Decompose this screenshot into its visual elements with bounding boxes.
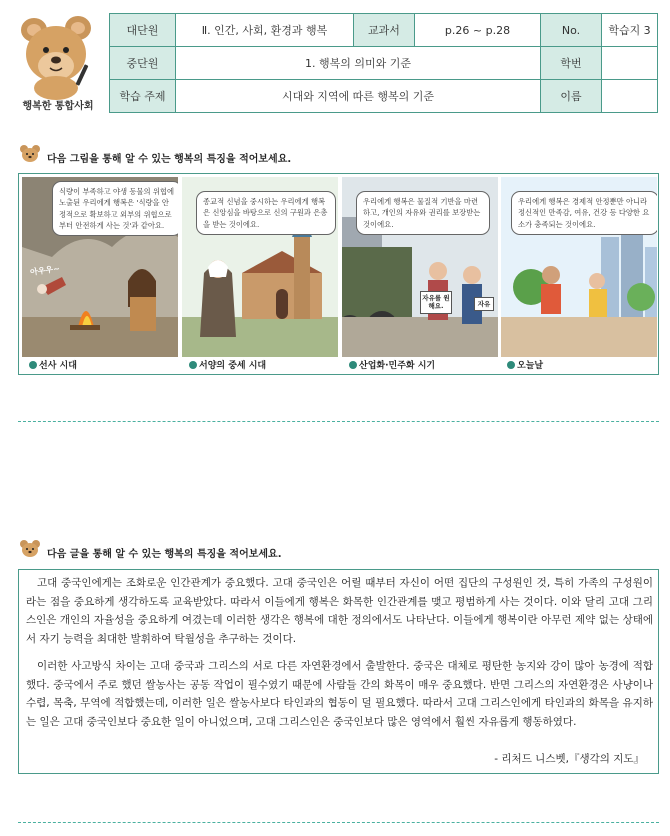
worksheet-header-table	[109, 13, 658, 113]
caption-industrial: 산업화·민주화 시기	[349, 358, 435, 371]
student-id-field[interactable]	[602, 47, 658, 80]
label-topic: 학습 주제	[110, 80, 176, 113]
caption-today: 오늘날	[507, 358, 543, 371]
comic-strip	[18, 173, 659, 375]
comic-panel-today	[501, 177, 657, 357]
caption-marker-icon	[29, 361, 37, 369]
label-number: No.	[541, 14, 602, 47]
speech-bubble-industrial: 우리에게 행복은 물질적 기반을 마련하고, 개인의 자유와 권리를 보장받는 것이에요.	[356, 191, 490, 235]
caption-marker-icon	[189, 361, 197, 369]
passage-citation: - 리처드 니스벳,『생각의 지도』	[494, 753, 644, 765]
value-topic: 시대와 지역에 따른 행복의 기준	[176, 80, 541, 113]
reading-passage-box	[18, 569, 659, 774]
passage-paragraph-1: 고대 중국인에게는 조화로운 인간관계가 중요했다. 고대 중국인은 어릴 때부터 자신이 어떤 집단의 구성원인 것, 특히 가족의 구성원이라는 점을 중요하게 생각하도록 교육받았다. 따라서 이들에게 행복은 화목한 인간관계를 맺고 평범하게 사는 것이다. 이와 달리 고대 그리스인은 개인의 자율성을 중요하게 여겼는데 이러한 생각은 행복에 대한 정의에서도 나타난다. 이들에게 행복이란 아무런 제약 없는 상태에서 자기 능력을 최대한 발휘하여 탁월성을 추구하는 것이다.	[26, 577, 653, 645]
comic-panel-industrial	[342, 177, 498, 357]
protest-sign-freedom: 자유	[474, 297, 494, 311]
caption-medieval: 서양의 중세 시대	[189, 358, 266, 371]
passage-paragraph-2: 이러한 사고방식 차이는 고대 중국과 그리스의 서로 다른 자연환경에서 출발한다. 중국은 대체로 평탄한 농지와 강이 많아 농경에 적합했다. 중국에서 주로 했던 쌀농사는 공동 작업이 필수였기 때문에 사람들 간의 화목이 매우 중요했다. 반면 그리스의 자연환경은 사냥이나 수렵, 목축, 무역에 적합했는데, 이러한 일은 쌀농사보다 타인과의 협동이 덜 필요했다. 따라서 고대 그리스인에게 타인과의 화목을 유지하는 일은 고대 중국인보다 중요한 일이 아니었으며, 고대 그리스인은 중국인보다 많은 영역에서 훨씬 자유롭게 행동하였다.	[26, 660, 653, 728]
value-middle-unit: 1. 행복의 의미와 기준	[176, 47, 541, 80]
caption-prehistoric: 선사 시대	[29, 358, 77, 371]
label-name: 이름	[541, 80, 602, 113]
speech-bubble-medieval: 종교적 신념을 중시하는 우리에게 행복은 신앙심을 바탕으로 신의 구원과 은총을 받는 것이에요.	[196, 191, 336, 235]
answer-area-divider	[18, 421, 659, 422]
logo-caption: 행복한 통합사회	[22, 101, 94, 112]
caption-marker-icon	[507, 361, 515, 369]
comic-panel-medieval	[182, 177, 338, 357]
speech-bubble-prehistoric: 식량이 부족하고 야생 동물의 위협에 노출된 우리에게 행복은 '식량을 안정적으로 확보하고 외부의 위협으로부터 안전하게 사는 것'과 같아요.	[52, 181, 178, 236]
quokka-bullet-icon	[19, 539, 41, 557]
howl-sound-text: 아우우~	[29, 263, 61, 278]
caption-marker-icon	[349, 361, 357, 369]
protest-sign-freedom-wanted: 자유를 원해요.	[420, 291, 452, 314]
value-textbook-pages: p.26 ~ p.28	[415, 14, 541, 47]
section2-title: 다음 글을 통해 알 수 있는 행복의 특징을 적어보세요.	[47, 549, 282, 560]
answer-area-divider	[18, 822, 659, 823]
value-major-unit: Ⅱ. 인간, 사회, 환경과 행복	[176, 14, 354, 47]
label-middle-unit: 중단원	[110, 47, 176, 80]
label-textbook: 교과서	[354, 14, 415, 47]
quokka-bullet-icon	[19, 144, 41, 162]
comic-panel-prehistoric	[22, 177, 178, 357]
label-student-id: 학번	[541, 47, 602, 80]
value-worksheet-number: 학습지 3	[602, 14, 658, 47]
label-major-unit: 대단원	[110, 14, 176, 47]
section1-title: 다음 그림을 통해 알 수 있는 행복의 특징을 적어보세요.	[47, 154, 292, 165]
speech-bubble-today: 우리에게 행복은 경제적 안정뿐만 아니라 정신적인 만족감, 여유, 건강 등 다양한 요소가 충족되는 것이에요.	[511, 191, 657, 235]
name-field[interactable]	[602, 80, 658, 113]
